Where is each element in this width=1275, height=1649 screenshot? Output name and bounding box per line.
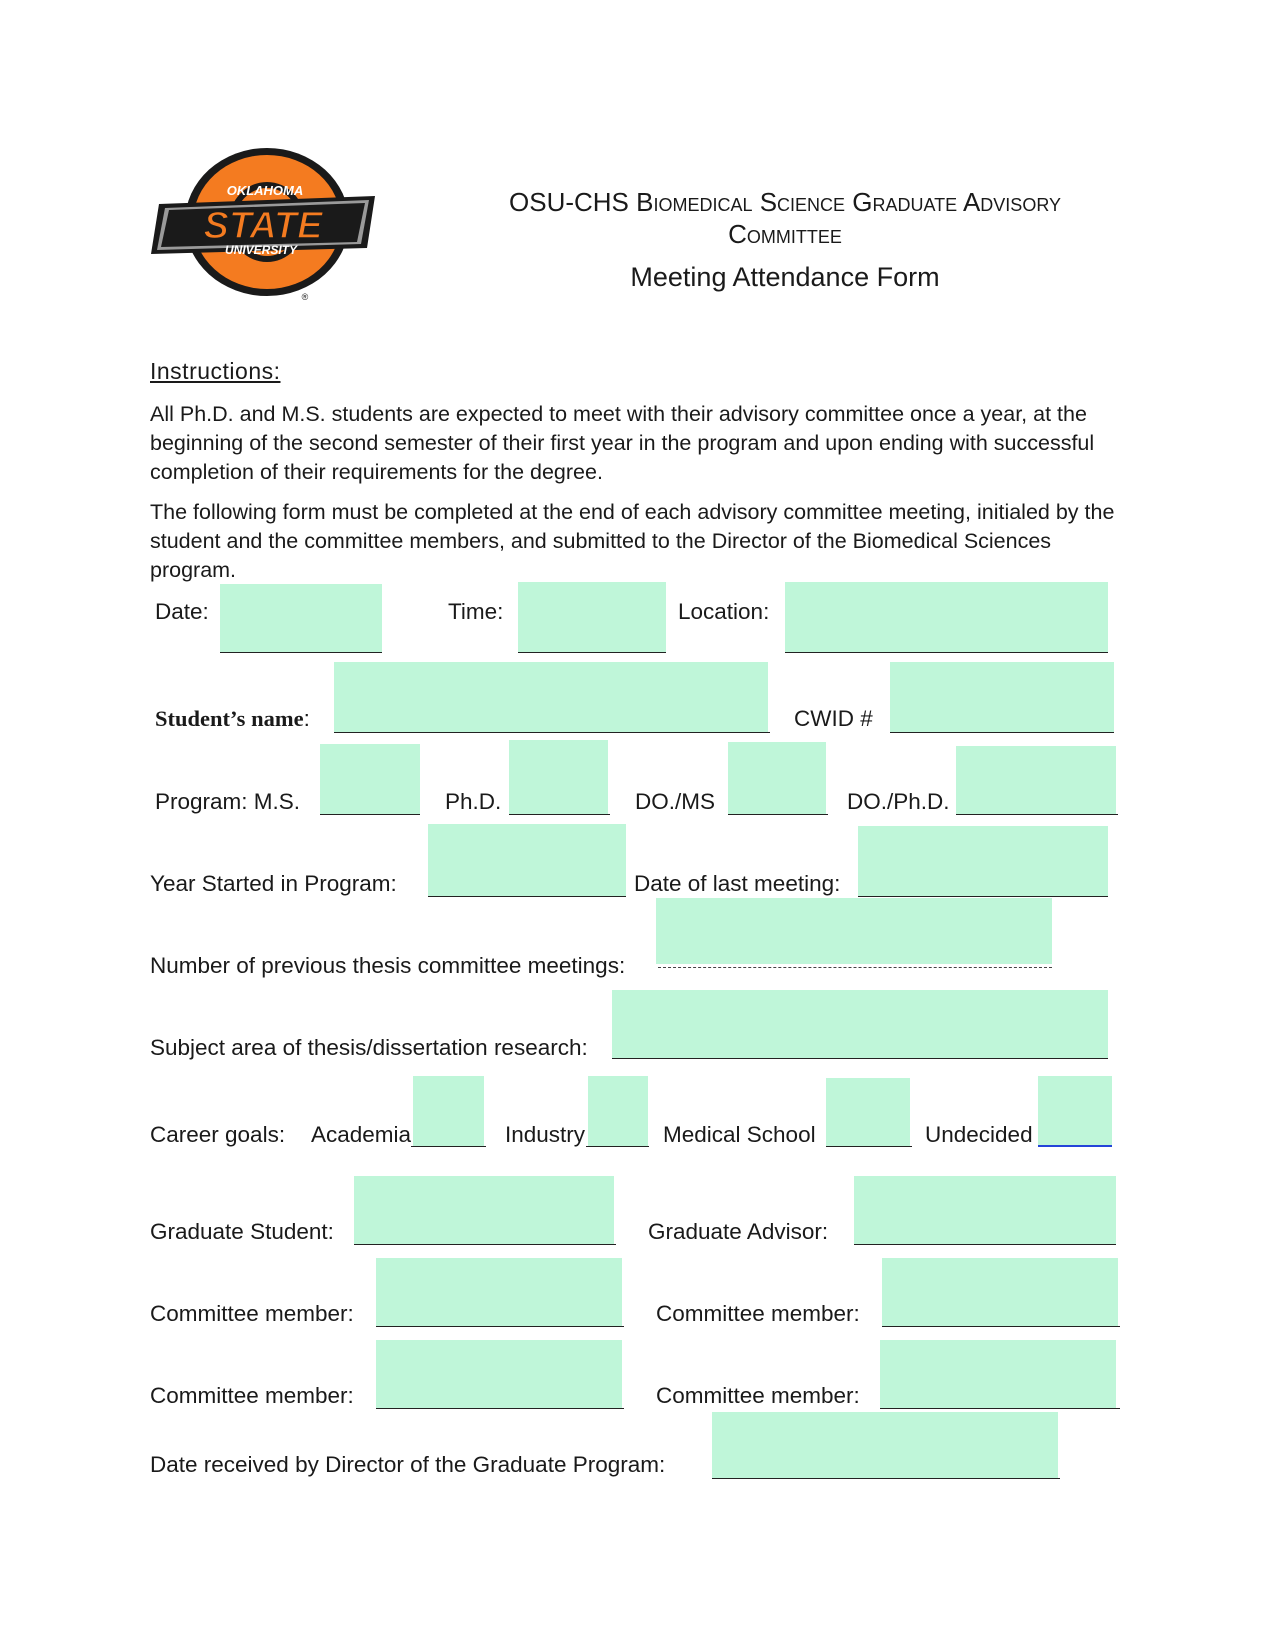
career-industry-label: Industry xyxy=(505,1122,586,1147)
career-medical-school-underline xyxy=(826,1146,912,1147)
subject-area-underline xyxy=(612,1058,1108,1059)
last-meeting-label: Date of last meeting: xyxy=(634,871,841,896)
career-undecided-field[interactable] xyxy=(1038,1076,1112,1146)
logo-main-text: STATE xyxy=(203,205,323,247)
subject-area-label: Subject area of thesis/dissertation research: xyxy=(150,1035,588,1060)
grad-advisor-label: Graduate Advisor: xyxy=(648,1219,829,1244)
date-underline xyxy=(220,652,382,653)
program-do-phd-underline xyxy=(956,814,1118,815)
program-do-ms-label: DO./MS xyxy=(635,789,716,814)
program-do-phd-field[interactable] xyxy=(956,746,1116,814)
grad-advisor-underline xyxy=(854,1244,1116,1245)
career-academia-label: Academia xyxy=(311,1122,412,1147)
form-title-line1: OSU-CHS Biomedical Science Graduate Advisory xyxy=(509,187,1061,217)
instructions-paragraph-1: All Ph.D. and M.S. students are expected to meet with their advisory committee once a year, at the beginning of the second semester of their first year in the program and upon ending with successful completion of their requirements for the degree. xyxy=(150,402,1095,484)
career-academia-field[interactable] xyxy=(413,1076,484,1146)
student-name-label xyxy=(155,706,310,732)
year-started-label: Year Started in Program: xyxy=(150,871,397,896)
program-do-phd-label: DO./Ph.D. xyxy=(847,789,950,814)
year-started-underline xyxy=(428,896,626,897)
committee-member-2-underline xyxy=(882,1326,1120,1327)
instructions-paragraph-2: The following form must be completed at the end of each advisory committee meeting, initialed by the student and the committee members, and submitted to the Director of the Biomedical Sciences program. xyxy=(150,500,1115,582)
committee-member-1-label: Committee member: xyxy=(150,1301,354,1326)
cwid-label: CWID # xyxy=(794,706,873,731)
program-phd-field[interactable] xyxy=(509,740,608,814)
program-ms-field[interactable] xyxy=(320,744,420,814)
prev-meetings-label: Number of previous thesis committee meetings: xyxy=(150,953,626,978)
committee-member-2-field[interactable] xyxy=(882,1258,1118,1326)
committee-member-3-underline xyxy=(376,1408,624,1409)
date-label: Date: xyxy=(155,599,209,624)
committee-member-4-label: Committee member: xyxy=(656,1383,860,1408)
student-name-label-text: Student’s name xyxy=(155,706,304,731)
student-name-field[interactable] xyxy=(334,662,768,732)
subject-area-field[interactable] xyxy=(612,990,1108,1058)
committee-member-4-underline xyxy=(880,1408,1120,1409)
career-goals-label: Career goals: xyxy=(150,1122,286,1147)
committee-member-3-field[interactable] xyxy=(376,1340,622,1408)
last-meeting-field[interactable] xyxy=(858,826,1108,896)
program-do-ms-underline xyxy=(728,814,828,815)
career-undecided-label: Undecided xyxy=(925,1122,1033,1147)
grad-advisor-field[interactable] xyxy=(854,1176,1116,1244)
grad-student-label: Graduate Student: xyxy=(150,1219,334,1244)
student-name-label-colon: : xyxy=(303,706,310,731)
year-started-field[interactable] xyxy=(428,824,626,896)
cwid-field[interactable] xyxy=(890,662,1114,732)
osu-logo xyxy=(147,146,383,304)
student-name-underline xyxy=(334,732,770,733)
prev-meetings-underline xyxy=(658,967,1052,968)
committee-member-3-label: Committee member: xyxy=(150,1383,354,1408)
logo-registered-mark: ® xyxy=(301,292,309,302)
career-industry-underline xyxy=(586,1146,649,1147)
time-underline xyxy=(518,652,666,653)
form-title-line2: Committee xyxy=(728,219,842,249)
program-phd-label: Ph.D. xyxy=(445,789,502,814)
career-medical-school-label: Medical School xyxy=(663,1122,816,1147)
time-field[interactable] xyxy=(518,582,666,652)
program-do-ms-field[interactable] xyxy=(728,742,826,814)
career-industry-field[interactable] xyxy=(588,1076,648,1146)
committee-member-1-underline xyxy=(376,1326,624,1327)
last-meeting-underline xyxy=(858,896,1108,897)
location-field[interactable] xyxy=(785,582,1108,652)
date-received-field[interactable] xyxy=(712,1412,1058,1478)
program-ms-label: Program: M.S. xyxy=(155,789,301,814)
logo-bottom-text: UNIVERSITY xyxy=(224,243,298,257)
cwid-underline xyxy=(890,732,1114,733)
program-phd-underline xyxy=(509,814,610,815)
prev-meetings-field[interactable] xyxy=(656,898,1052,964)
date-received-underline xyxy=(712,1478,1060,1479)
date-received-label: Date received by Director of the Graduate Program: xyxy=(150,1452,666,1477)
committee-member-1-field[interactable] xyxy=(376,1258,622,1326)
career-medical-school-field[interactable] xyxy=(826,1078,910,1146)
logo-top-text: OKLAHOMA xyxy=(226,183,304,198)
program-ms-underline xyxy=(320,814,420,815)
career-academia-underline xyxy=(411,1146,486,1147)
committee-member-2-label: Committee member: xyxy=(656,1301,860,1326)
grad-student-underline xyxy=(354,1244,616,1245)
career-undecided-underline xyxy=(1038,1145,1112,1147)
time-label: Time: xyxy=(448,599,504,624)
committee-member-4-field[interactable] xyxy=(880,1340,1116,1408)
grad-student-field[interactable] xyxy=(354,1176,614,1244)
form-subtitle: Meeting Attendance Form xyxy=(630,262,940,292)
location-underline xyxy=(785,652,1108,653)
location-label: Location: xyxy=(678,599,770,624)
date-field[interactable] xyxy=(220,584,382,652)
instructions-heading: Instructions: xyxy=(150,358,281,384)
